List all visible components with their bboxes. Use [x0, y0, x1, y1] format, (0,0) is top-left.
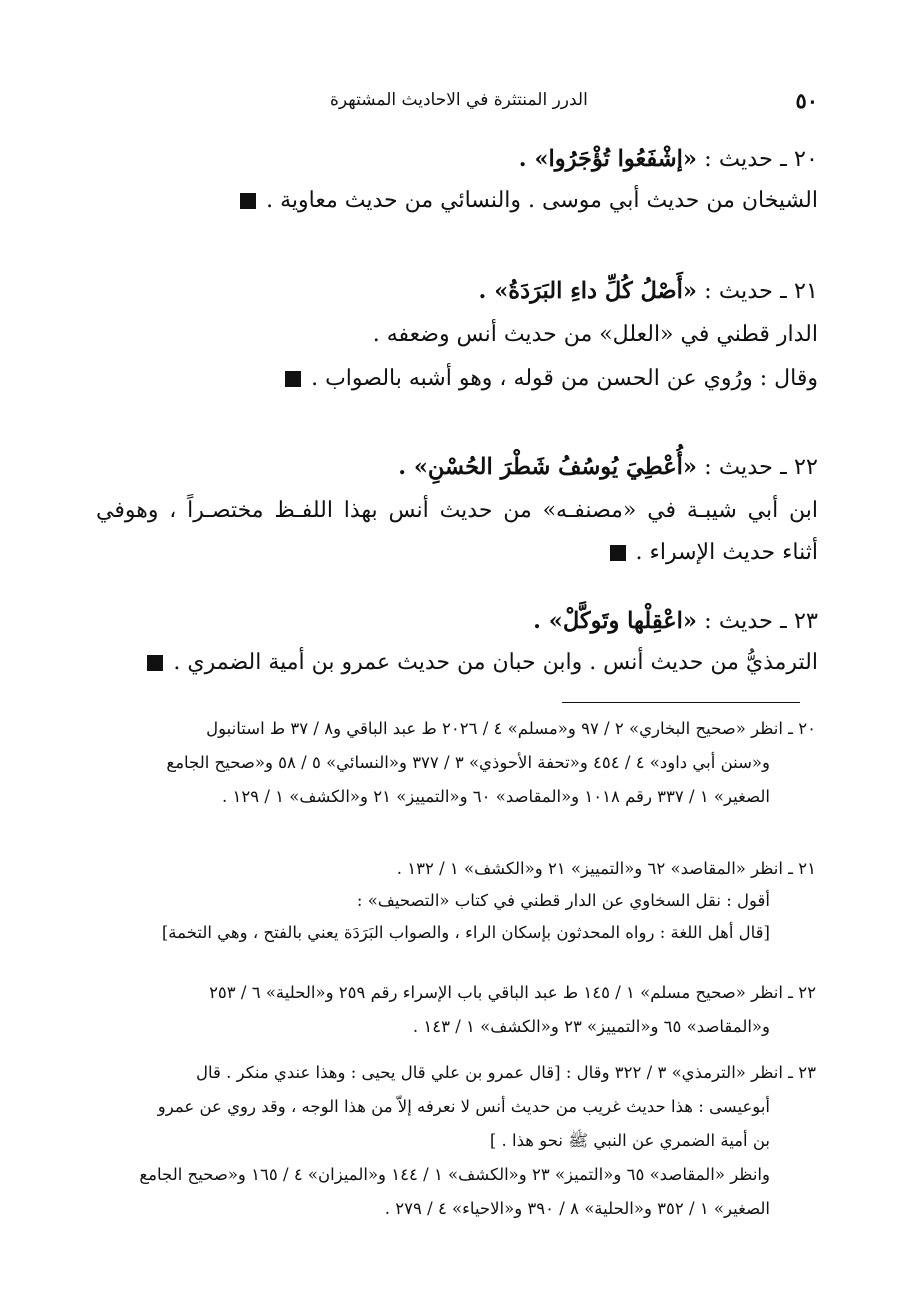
hadith-heading-21 [96, 274, 818, 308]
commentary-text: وقال : ورُوي عن الحسن من قوله ، وهو أشبه بالصواب . [311, 366, 818, 391]
commentary-text: الدار قطني في «العلل» من حديث أنس وضعفه . [372, 322, 818, 347]
footnote-20-line-2 [96, 746, 770, 780]
hadith-heading-22 [96, 450, 818, 484]
footnote-21-line-1 [96, 852, 816, 886]
running-title: الدرر المنتثرة في الاحاديث المشتهرة [330, 90, 588, 110]
hadith-text: «إشْفَعُوا تُؤْجَرُوا» . [518, 146, 697, 172]
end-square-icon [240, 193, 256, 209]
footnote-23-line-2 [96, 1090, 770, 1124]
heading-prefix: ٢٢ ـ حديث : [696, 454, 818, 480]
footnote-21-line-2 [96, 884, 770, 918]
footnote-text: ٢٠ ـ انظر «صحيح البخاري» ٢ / ٩٧ و«مسلم» ٤ / ٢٠٢٦ ط عبد الباقي و٨ / ٣٧ ط استانبول [206, 719, 816, 738]
end-square-icon [147, 655, 163, 671]
footnote-text: ٢٢ ـ انظر «صحيح مسلم» ١ / ١٤٥ ط عبد الباقي باب الإسراء رقم ٢٥٩ و«الحلية» ٦ / ٢٥٣ [209, 983, 816, 1002]
end-square-icon [285, 371, 301, 387]
end-square-icon [610, 545, 626, 561]
commentary-line [96, 646, 818, 680]
footnote-separator [562, 702, 800, 703]
footnote-23-line-3 [96, 1124, 770, 1158]
footnote-23-line-1 [96, 1056, 816, 1090]
footnote-text: و«سنن أبي داود» ٤ / ٤٥٤ و«تحفة الأحوذي» ٣ / ٣٧٧ و«النسائي» ٥ / ٥٨ و«صحيح الجامع [166, 753, 770, 772]
footnote-22-line-2 [96, 1010, 770, 1044]
footnote-text: ٢٣ ـ انظر «الترمذي» ٣ / ٣٢٢ وقال : [قال عمرو بن علي قال يحيى : وهذا عندي منكر . قال [195, 1063, 816, 1082]
hadith-text: «أُعْطِيَ يُوسُفُ شَطْرَ الحُسْنِ» . [398, 454, 697, 480]
footnote-text: بن أمية الضمري عن النبي ﷺ نحو هذا . ] [489, 1131, 770, 1150]
hadith-heading-20 [96, 142, 818, 176]
hadith-text: «أَصْلُ كُلِّ داءِ البَرَدَةُ» . [478, 278, 697, 304]
commentary-text: ابن أبي شيبـة في «مصنفـه» من حديث أنس بهذا اللفـظ مختصـراً ، وهوفي [96, 498, 818, 523]
footnote-text: الصغير» ١ / ٣٥٢ و«الحلية» ٨ / ٣٩٠ و«الاحياء» ٤ / ٢٧٩ . [384, 1199, 770, 1218]
commentary-line [96, 318, 818, 352]
footnote-text: [قال أهل اللغة : رواه المحدثون بإسكان الراء ، والصواب البَرَدَة يعني بالفتح ، وهي التخمة] [161, 923, 770, 942]
footnote-23-line-5 [96, 1192, 770, 1226]
commentary-line [96, 494, 818, 528]
heading-prefix: ٢١ ـ حديث : [696, 278, 818, 304]
footnote-23-line-4 [96, 1158, 770, 1192]
footnote-21-line-3 [96, 916, 770, 950]
footnote-20-line-1 [96, 712, 816, 746]
footnote-text: و«المقاصد» ٦٥ و«التمييز» ٢٣ و«الكشف» ١ / ١٤٣ . [412, 1017, 770, 1036]
page-number: ٥٠ [795, 88, 818, 113]
footnote-text: أقول : نقل السخاوي عن الدار قطني في كتاب «التصحيف» : [356, 891, 770, 910]
hadith-text: «اعْقِلْها وتَوكَّلْ» . [533, 608, 697, 634]
commentary-line [96, 536, 818, 570]
commentary-text: الترمذيُّ من حديث أنس . وابن حبان من حديث عمرو بن أمية الضمري . [173, 650, 818, 675]
footnote-text: الصغير» ١ / ٣٣٧ رقم ١٠١٨ و«المقاصد» ٦٠ و«التمييز» ٢١ و«الكشف» ١ / ١٢٩ . [222, 787, 770, 806]
heading-prefix: ٢٠ ـ حديث : [696, 146, 818, 172]
footnote-text: أبوعيسى : هذا حديث غريب من حديث أنس لا نعرفه إلاّ من هذا الوجه ، وقد روي عن عمرو [157, 1097, 770, 1116]
heading-prefix: ٢٣ ـ حديث : [696, 608, 818, 634]
commentary-text: الشيخان من حديث أبي موسى . والنسائي من حديث معاوية . [266, 188, 818, 213]
footnote-text: ٢١ ـ انظر «المقاصد» ٦٢ و«التمييز» ٢١ و«الكشف» ١ / ١٣٢ . [396, 859, 816, 878]
footnote-20-line-3 [96, 780, 770, 814]
hadith-heading-23 [96, 604, 818, 638]
page-header [330, 88, 818, 116]
commentary-text: أثناء حديث الإسراء . [635, 540, 818, 565]
footnote-text: وانظر «المقاصد» ٦٥ و«التميز» ٢٣ و«الكشف» ١ / ١٤٤ و«الميزان» ٤ / ١٦٥ و«صحيح الجامع [139, 1165, 770, 1184]
footnote-22-line-1 [96, 976, 816, 1010]
commentary-line [96, 362, 818, 396]
commentary-line [96, 184, 818, 218]
